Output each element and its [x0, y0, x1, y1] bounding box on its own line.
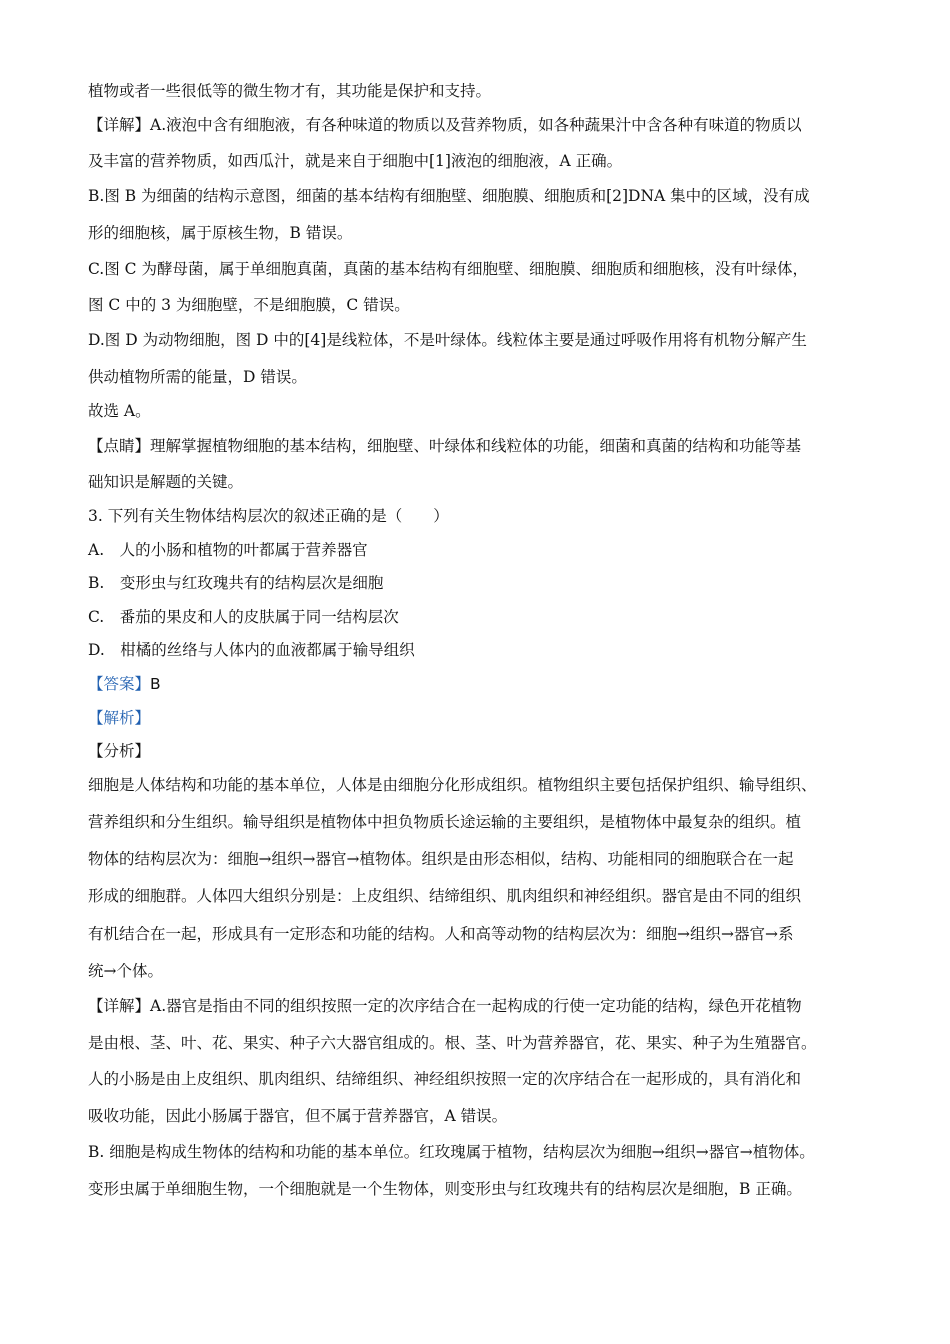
text-line: 物体的结构层次为：细胞→组织→器官→植物体。组织是由形态相似，结构、功能相同的细胞联合在一起 — [88, 850, 794, 868]
text-line: 是由根、茎、叶、花、果实、种子六大器官组成的。根、茎、叶为营养器官，花、果实、种子为生殖器官。 — [88, 1034, 817, 1052]
fenxi-heading: 【分析】 — [88, 742, 151, 760]
text-line: 故选 A。 — [88, 402, 151, 420]
analysis-heading: 【解析】 — [88, 709, 151, 727]
answer-tag: 【答案】 — [88, 675, 151, 693]
text-line: 统→个体。 — [88, 962, 163, 980]
option-c: C. 番茄的果皮和人的皮肤属于同一结构层次 — [88, 608, 399, 626]
answer-line — [88, 673, 868, 695]
text-line: 细胞是人体结构和功能的基本单位，人体是由细胞分化形成组织。植物组织主要包括保护组织、输导组织、 — [88, 776, 817, 794]
text-line: 营养组织和分生组织。输导组织是植物体中担负物质长途运输的主要组织，是植物体中最复杂的组织。植 — [88, 813, 802, 831]
text-line: 变形虫属于单细胞生物，一个细胞就是一个生物体，则变形虫与红玫瑰共有的结构层次是细胞，B 正确。 — [88, 1180, 802, 1198]
text-line: 吸收功能，因此小肠属于器官，但不属于营养器官，A 错误。 — [88, 1107, 508, 1125]
option-a: A. 人的小肠和植物的叶都属于营养器官 — [88, 541, 368, 559]
text-line: 【详解】A.液泡中含有细胞液，有各种味道的物质以及营养物质，如各种蔬果汁中含各种有味道的物质以 — [88, 116, 802, 134]
text-line: 【详解】A.器官是指由不同的组织按照一定的次序结合在一起构成的行使一定功能的结构，绿色开花植物 — [88, 997, 802, 1015]
text-line: 形成的细胞群。人体四大组织分别是：上皮组织、结缔组织、肌肉组织和神经组织。器官是由不同的组织 — [88, 887, 802, 905]
question-stem: 3. 下列有关生物体结构层次的叙述正确的是（ ） — [88, 507, 449, 525]
option-b: B. 变形虫与红玫瑰共有的结构层次是细胞 — [88, 574, 384, 592]
option-d: D. 柑橘的丝络与人体内的血液都属于输导组织 — [88, 641, 415, 659]
text-line: D.图 D 为动物细胞，图 D 中的[4]是线粒体，不是叶绿体。线粒体主要是通过呼吸作用将有机物分解产生 — [88, 331, 807, 349]
text-line: 图 C 中的 3 为细胞壁，不是细胞膜，C 错误。 — [88, 296, 410, 314]
text-line: C.图 C 为酵母菌，属于单细胞真菌，真菌的基本结构有细胞壁、细胞膜、细胞质和细胞核，没有叶绿体， — [88, 260, 808, 278]
text-line: B.图 B 为细菌的结构示意图，细菌的基本结构有细胞壁、细胞膜、细胞质和[2]DNA 集中的区域，没有成 — [88, 187, 810, 205]
text-line: 及丰富的营养物质，如西瓜汁，就是来自于细胞中[1]液泡的细胞液，A 正确。 — [88, 152, 623, 170]
text-line: 【点睛】理解掌握植物细胞的基本结构，细胞壁、叶绿体和线粒体的功能，细菌和真菌的结构和功能等基 — [88, 437, 802, 455]
text-line: 形的细胞核，属于原核生物，B 错误。 — [88, 224, 353, 242]
answer-value: B — [150, 675, 161, 693]
text-line: 础知识是解题的关键。 — [88, 473, 244, 491]
text-line: 有机结合在一起，形成具有一定形态和功能的结构。人和高等动物的结构层次为：细胞→组织→器官→系 — [88, 925, 794, 943]
text-line: 供动植物所需的能量，D 错误。 — [88, 368, 307, 386]
text-line: 植物或者一些很低等的微生物才有，其功能是保护和支持。 — [88, 82, 492, 100]
text-line: B. 细胞是构成生物体的结构和功能的基本单位。红玫瑰属于植物，结构层次为细胞→组织→器官→植物体。 — [88, 1143, 815, 1161]
text-line: 人的小肠是由上皮组织、肌肉组织、结缔组织、神经组织按照一定的次序结合在一起形成的，具有消化和 — [88, 1070, 802, 1088]
